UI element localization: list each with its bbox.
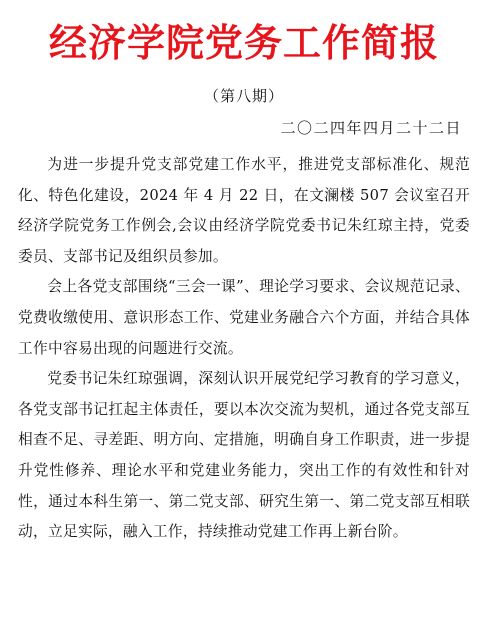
article-body: [18, 150, 470, 548]
paragraph-2: 会上各党支部围绕“三会一课”、理论学习要求、会议规范记录、党费收缴使用、意识形态工作、党建业务融合六个方面，并结合具体工作中容易出现的问题进行交流。: [18, 278, 470, 357]
paragraph-3: 党委书记朱红琼强调，深刻认识开展党纪学习教育的学习意义，各党支部书记扛起主体责任，要以本次交流为契机，通过各党支部互相查不足、寻差距、明方向、定措施，明确自身工作职责，进一步提升党性修养、理论水平和党建业务能力，突出工作的有效性和针对性，通过本科生第一、第二党支部、研究生第一、第二党支部互相联动，立足实际，融入工作，持续推动党建工作再上新台阶。: [18, 370, 470, 541]
issue-number: （第八期）: [203, 87, 284, 105]
publication-date: 二〇二四年四月二十二日: [280, 119, 462, 137]
masthead-title: 经济学院党务工作简报: [48, 20, 439, 65]
paragraph-1: 为进一步提升党支部党建工作水平，推进党支部标准化、规范化、特色化建设，2024 年 4 月 22 日，在文澜楼 507 会议室召开经济学院党务工作例会,会议由经济学院党委书记朱红琼主持，党委委员、支部书记及组织员参加。: [18, 156, 470, 265]
